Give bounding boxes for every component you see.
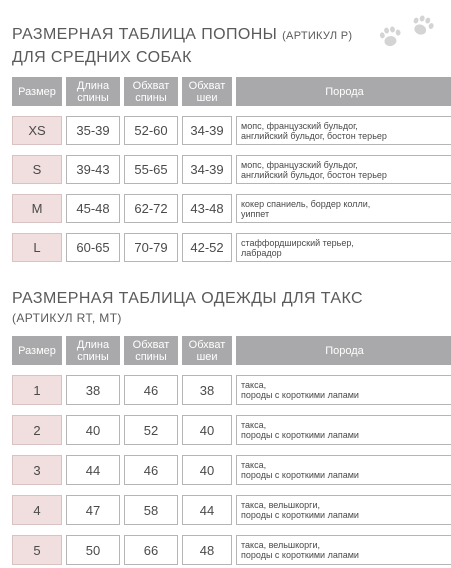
chest-girth-cell: 70-79	[124, 233, 178, 262]
back-length-cell: 50	[66, 535, 120, 565]
paw-prints-decoration	[372, 10, 442, 56]
neck-girth-cell: 40	[182, 455, 232, 485]
back-length-cell: 45-48	[66, 194, 120, 223]
neck-girth-cell: 42-52	[182, 233, 232, 262]
size-cell: 4	[12, 495, 62, 525]
header-chest-girth: Обхват спины	[124, 336, 178, 365]
breed-cell: мопс, французский бульдог, английский бульдог, бостон терьер	[236, 155, 451, 184]
breed-cell: мопс, французский бульдог, английский бульдог, бостон терьер	[236, 116, 451, 145]
back-length-cell: 39-43	[66, 155, 120, 184]
size-cell: L	[12, 233, 62, 262]
header-breed: Порода	[236, 336, 451, 365]
chest-girth-cell: 55-65	[124, 155, 178, 184]
breed-cell: такса, породы с короткими лапами	[236, 455, 451, 485]
chest-girth-cell: 58	[124, 495, 178, 525]
neck-girth-cell: 43-48	[182, 194, 232, 223]
header-back-length: Длина спины	[66, 336, 120, 365]
section2-title-line1: РАЗМЕРНАЯ ТАБЛИЦА ОДЕЖДЫ ДЛЯ ТАКС	[12, 290, 363, 307]
back-length-cell: 60-65	[66, 233, 120, 262]
breed-cell: такса, вельшкорги, породы с короткими лапами	[236, 495, 451, 525]
chest-girth-cell: 62-72	[124, 194, 178, 223]
table-row	[12, 116, 451, 145]
breed-cell: такса, породы с короткими лапами	[236, 415, 451, 445]
chest-girth-cell: 46	[124, 375, 178, 405]
header-neck-girth: Обхват шеи	[182, 77, 232, 106]
back-length-cell: 35-39	[66, 116, 120, 145]
table-row	[12, 155, 451, 184]
header-chest-girth: Обхват спины	[124, 77, 178, 106]
size-table-blankets	[8, 77, 451, 262]
size-cell: 5	[12, 535, 62, 565]
breed-cell: такса, вельшкорги, породы с короткими лапами	[236, 535, 451, 565]
size-cell: S	[12, 155, 62, 184]
back-length-cell: 44	[66, 455, 120, 485]
chest-girth-cell: 52	[124, 415, 178, 445]
paw-print-icon	[379, 25, 403, 47]
header-size: Размер	[12, 336, 62, 365]
size-cell: 3	[12, 455, 62, 485]
neck-girth-cell: 44	[182, 495, 232, 525]
size-cell: M	[12, 194, 62, 223]
neck-girth-cell: 48	[182, 535, 232, 565]
table-row	[12, 535, 451, 565]
chest-girth-cell: 46	[124, 455, 178, 485]
breed-cell: кокер спаниель, бордер колли, уиппет	[236, 194, 451, 223]
table-row	[12, 233, 451, 262]
chest-girth-cell: 52-60	[124, 116, 178, 145]
section1-title-line2: ДЛЯ СРЕДНИХ СОБАК	[12, 49, 192, 66]
header-neck-girth: Обхват шеи	[182, 336, 232, 365]
section1-title	[12, 24, 352, 69]
section1-title-main: РАЗМЕРНАЯ ТАБЛИЦА ПОПОНЫ	[12, 26, 278, 43]
table-header-row	[12, 336, 451, 365]
section2-title	[12, 288, 363, 326]
table-header-row	[12, 77, 451, 106]
section2-title-line2: (АРТИКУЛ RT, MT)	[12, 311, 122, 325]
table-row	[12, 375, 451, 405]
size-cell: 1	[12, 375, 62, 405]
back-length-cell: 47	[66, 495, 120, 525]
table-row	[12, 495, 451, 525]
header-size: Размер	[12, 77, 62, 106]
header-breed: Порода	[236, 77, 451, 106]
header-back-length: Длина спины	[66, 77, 120, 106]
paw-print-icon	[410, 13, 436, 38]
table-row	[12, 415, 451, 445]
back-length-cell: 38	[66, 375, 120, 405]
chest-girth-cell: 66	[124, 535, 178, 565]
neck-girth-cell: 38	[182, 375, 232, 405]
size-cell: 2	[12, 415, 62, 445]
back-length-cell: 40	[66, 415, 120, 445]
table-row	[12, 455, 451, 485]
size-table-dachshund	[8, 336, 451, 565]
breed-cell: такса, породы с короткими лапами	[236, 375, 451, 405]
neck-girth-cell: 34-39	[182, 116, 232, 145]
neck-girth-cell: 34-39	[182, 155, 232, 184]
table-row	[12, 194, 451, 223]
section1-title-article: (АРТИКУЛ Р)	[282, 30, 353, 42]
breed-cell: стаффордширский терьер, лабрадор	[236, 233, 451, 262]
neck-girth-cell: 40	[182, 415, 232, 445]
size-cell: XS	[12, 116, 62, 145]
